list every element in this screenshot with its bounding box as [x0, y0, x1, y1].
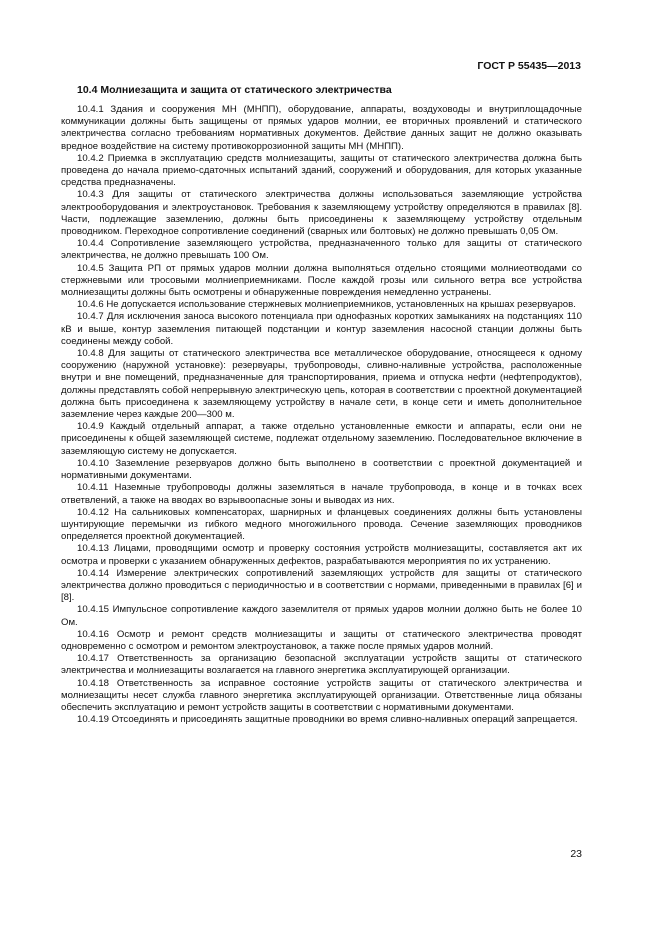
paragraph-10-4-15: 10.4.15 Импульсное сопротивление каждого заземлителя от прямых ударов молнии должно быть не более 10 Ом. [61, 604, 582, 628]
paragraph-10-4-8: 10.4.8 Для защиты от статического электричества все металлическое оборудование, относящееся к одному сооружению (наружной установке): резервуары, трубопроводы, сливно-наливные устройства, расположенные внутри и вне помещений, предназначенные для транспортирования, приема и отпуска нефти (нефтепродуктов), должны представлять собой непрерывную электрическую цепь, которая в соответствии с проектной документацией должна быть присоединена к заземляющему устройству в начале сети, в конце сети и иметь дополнительное заземление через каждые 200—300 м. [61, 348, 582, 421]
paragraph-10-4-6: 10.4.6 Не допускается использование стержневых молниеприемников, установленных на крышах резервуаров. [77, 299, 576, 311]
page-number: 23 [570, 848, 582, 860]
paragraph-10-4-1: 10.4.1 Здания и сооружения МН (МНПП), оборудование, аппараты, воздуховоды и внутриплощадочные коммуникации должны быть защищены от прямых ударов молнии, ее вторичных проявлений и статического электричества согласно требованиям нормативных документов. Действие данных защит не должно оказывать вредное воздействие на систему противокоррозионной защиты МН (МНПП). [61, 104, 582, 152]
paragraph-10-4-19: 10.4.19 Отсоединять и присоединять защитные проводники во время сливно-наливных операций запрещается. [77, 714, 578, 726]
section-title: 10.4 Молниезащита и защита от статического электричества [77, 84, 392, 96]
document-code: ГОСТ Р 55435—2013 [477, 60, 581, 72]
paragraph-10-4-5: 10.4.5 Защита РП от прямых ударов молнии должна выполняться отдельно стоящими молниеотводами со стержневыми или тросовыми молниеприемниками. После каждой грозы или сильного ветра все устройства молниезащиты должны быть осмотрены и обнаруженные повреждения немедленно устранены. [61, 262, 582, 299]
paragraph-10-4-3: 10.4.3 Для защиты от статического электричества должны использоваться заземляющие устройства электрооборудования и электроустановок. Требования к заземляющему устройству определяются в правилах [8]. Части, подлежащие заземлению, должны быть присоединены к заземляющему устройству отдельным проводником. Переходное сопротивление соединений (сварных или болтовых) не должно превышать 0,05 Ом. [61, 189, 582, 238]
paragraph-10-4-7: 10.4.7 Для исключения заноса высокого потенциала при однофазных коротких замыканиях на подстанциях 110 кВ и выше, контур заземления питающей подстанции и контур заземления насосной станции должны быть соединены между собой. [61, 311, 582, 347]
paragraph-10-4-14: 10.4.14 Измерение электрических сопротивлений заземляющих устройств для защиты от статического электричества должно проводиться с периодичностью и в соответствии с нормами, приведенными в правилах [6] и [8]. [61, 567, 582, 604]
paragraph-10-4-11: 10.4.11 Наземные трубопроводы должны заземляться в начале трубопровода, в конце и в точках всех ответвлений, а также на вводах во взрывоопасные зоны и выводах из них. [61, 482, 582, 506]
paragraph-10-4-16: 10.4.16 Осмотр и ремонт средств молниезащиты и защиты от статического электричества проводят одновременно с осмотром и ремонтом электроустановок, а также после прямых ударов молний. [61, 628, 582, 652]
paragraph-10-4-12: 10.4.12 На сальниковых компенсаторах, шарнирных и фланцевых соединениях должны быть установлены шунтирующие перемычки из гибкого медного многожильного провода. Сечение заземляющих проводников определяется проектной документацией. [61, 506, 582, 543]
paragraph-10-4-13: 10.4.13 Лицами, проводящими осмотр и проверку состояния устройств молниезащиты, составляется акт их осмотра и проверки с указанием обнаруженных дефектов, разрабатываются мероприятия по их устранению. [61, 543, 582, 567]
paragraph-10-4-2: 10.4.2 Приемка в эксплуатацию средств молниезащиты, защиты от статического электричества должна быть проведена до начала приемо-сдаточных испытаний зданий, сооружений и оборудования, для которых указанные средства предназначены. [61, 152, 582, 189]
paragraph-10-4-10: 10.4.10 Заземление резервуаров должно быть выполнено в соответствии с проектной документацией и нормативными документами. [61, 457, 582, 482]
body-text [61, 104, 582, 726]
paragraph-10-4-17: 10.4.17 Ответственность за организацию безопасной эксплуатации устройств защиты от статического электричества и молниезащиты возлагается на главного энергетика эксплуатирующей организации. [61, 653, 582, 677]
paragraph-10-4-18: 10.4.18 Ответственность за исправное состояние устройств защиты от статического электричества и молниезащиты несет служба главного энергетика эксплуатирующей организации. Ответственные лица обязаны обеспечить эксплуатацию и ремонт устройств защиты в соответствии с нормативными документами. [61, 677, 582, 713]
paragraph-10-4-9: 10.4.9 Каждый отдельный аппарат, а также отдельно установленные емкости и аппараты, если они не присоединены к общей заземляющей системе, подлежат отдельному заземлению. Последовательное включение в заземляющую систему не допускается. [61, 421, 582, 457]
paragraph-10-4-4: 10.4.4 Сопротивление заземляющего устройства, предназначенного только для защиты от статического электричества, не должно превышать 100 Ом. [61, 238, 582, 262]
